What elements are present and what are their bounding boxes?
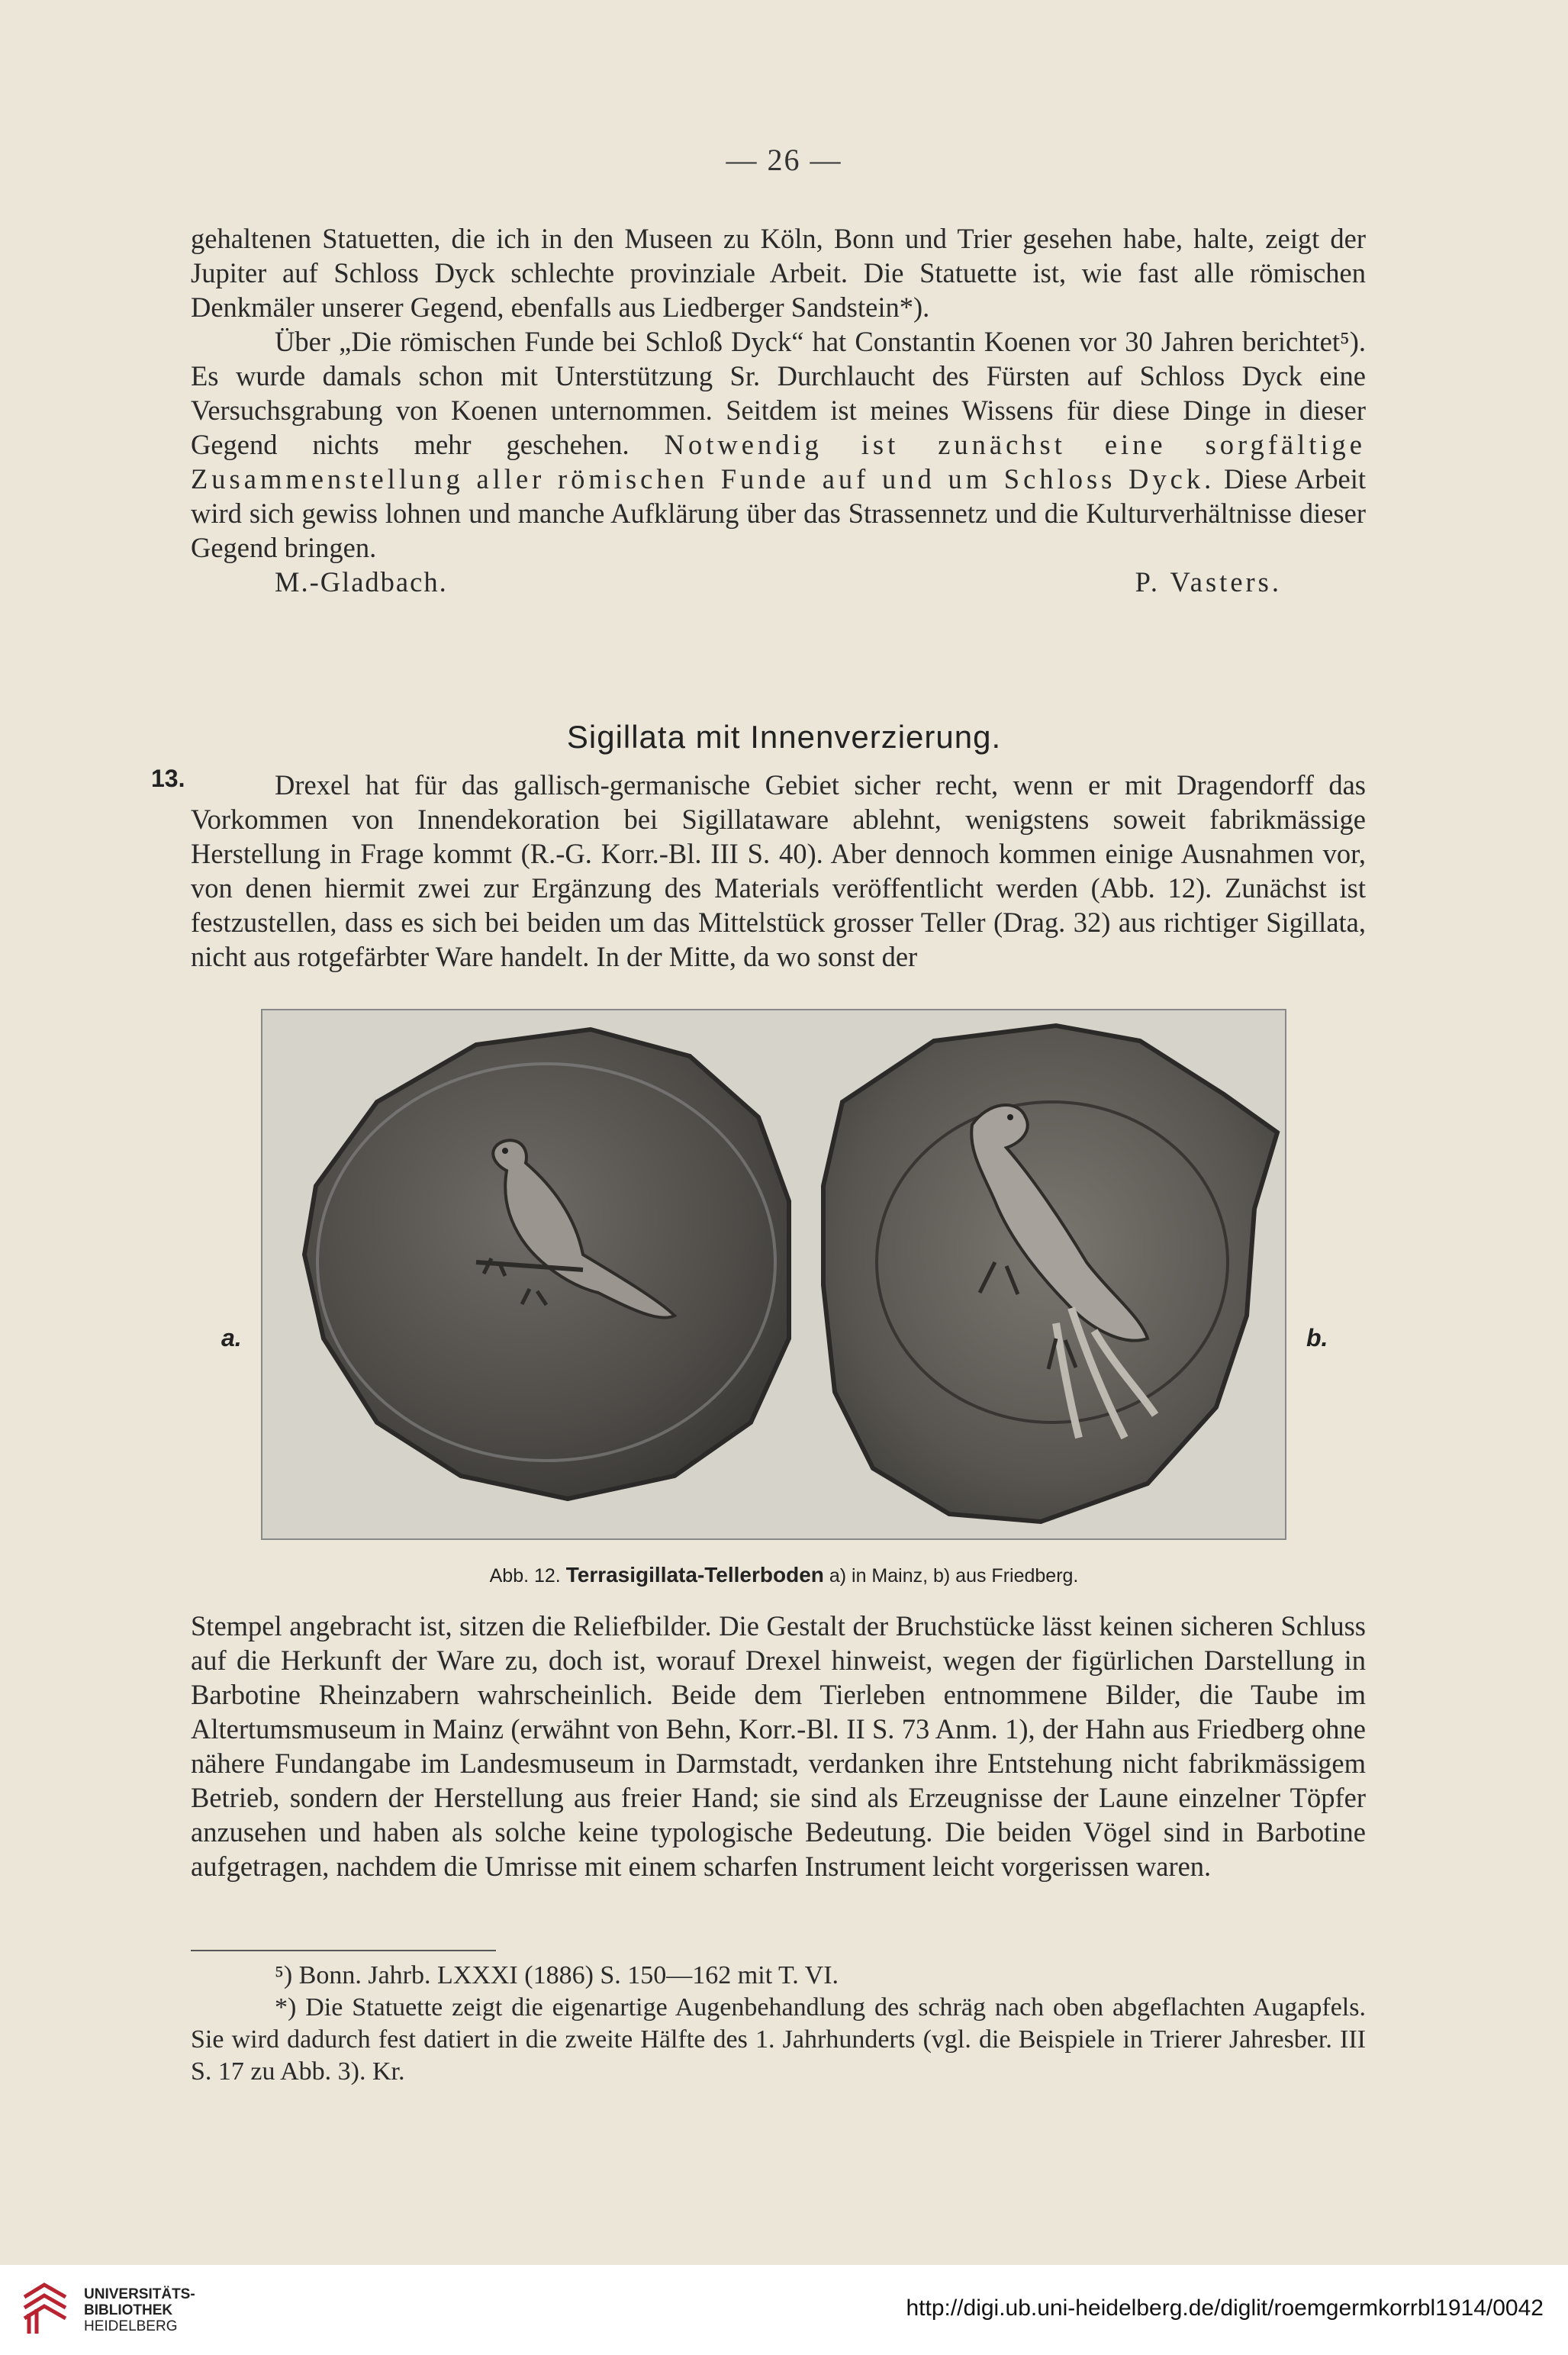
library-logo-icon xyxy=(21,2282,69,2337)
logo-line-2: BIBLIOTHEK xyxy=(84,2302,173,2318)
logo-line-1: UNIVERSITÄTS- xyxy=(84,2286,195,2302)
paragraph-koenen-end: Diese Arbeit wird sich gewiss lohnen und manche Aufklärung über das Strassennetz und die Kulturverhältnisse dieser Gegend bringen. xyxy=(191,463,1366,563)
section-number: 13. xyxy=(151,765,185,792)
logo-line-3: HEIDELBERG xyxy=(84,2318,178,2334)
figure-caption xyxy=(0,1563,1568,1587)
figure-label-b: b. xyxy=(1306,1324,1328,1351)
permalink-url[interactable]: http://digi.ub.uni-heidelberg.de/diglit/roemgermkorrbl1914/0042 xyxy=(906,2295,1544,2321)
page-number: — 26 — xyxy=(726,143,842,177)
emphasis-spaced: Notwendig ist zunächst eine sorgfältige Zusammenstellung aller römischen Funde auf und um Schloss Dyck. xyxy=(191,429,1367,495)
paragraph-koenen xyxy=(191,324,1366,565)
text-column-top xyxy=(191,221,1366,599)
viewer-footer xyxy=(0,2265,1568,2355)
text-column-section xyxy=(191,768,1366,974)
section-paragraph-2: Stempel angebracht ist, sitzen die Reliefbilder. Die Gestalt der Bruchstücke lässt keinen sicheren Schluss auf die Herkunft der Ware zu, doch ist, worauf Drexel hinweist, wegen der figürlichen Darstellung in Barbotine Rheinzabern wahrscheinlich. Beide dem Tierleben entnommene Bilder, die Taube im Altertumsmuseum in Mainz (erwähnt von Behn, Korr.-Bl. II S. 73 Anm. 1), der Hahn aus Friedberg ohne nähere Fundangabe im Landesmuseum in Darmstadt, verdanken ihre Entstehung nicht fabrikmässigem Betrieb, sondern der Herstellung aus freier Hand; sie sind als Erzeugnisse der Laune einzelner Töpfer anzusehen und haben als solche keine typologische Bedeutung. Die beiden Vögel sind in Barbotine aufgetragen, nachdem die Umrisse mit einem scharfen Instrument leicht vorgerissen waren. xyxy=(191,1610,1366,1882)
figure-photo xyxy=(261,1009,1286,1540)
caption-prefix: Abb. 12. xyxy=(489,1565,561,1587)
signature-author: P. Vasters. xyxy=(1135,566,1282,598)
paragraph-continuation: gehaltenen Statuetten, die ich in den Museen zu Köln, Bonn und Trier gesehen habe, halte, zeigt der Jupiter auf Schloss Dyck schlechte provinziale Arbeit. Die Statuette ist, wie fast alle römischen Denkmäler unserer Gegend, ebenfalls aus Liedberger Sandstein*). xyxy=(191,223,1366,323)
footnote-star: *) Die Statuette zeigt die eigenartige Augenbehandlung des schräg nach oben abgeflachten Augapfels. Sie wird dadurch fest datiert in die zweite Hälfte des 1. Jahrhunderts (vgl. die Beispiele in Trierer Jahresber. III S. 17 zu Abb. 3). Kr. xyxy=(191,1993,1366,2086)
figure-label-a: a. xyxy=(221,1324,242,1351)
footnote-rule xyxy=(191,1950,496,1951)
figure-illustration xyxy=(262,1010,1285,1538)
footnote-5: ⁵) Bonn. Jahrb. LXXXI (1886) S. 150—162 mit T. VI. xyxy=(275,1961,839,1989)
caption-title: Terrasigillata-Tellerboden xyxy=(565,1563,824,1587)
section-paragraph-1: Drexel hat für das gallisch-germanische Gebiet sicher recht, wenn er mit Dragendorff das Vorkommen von Innendekoration bei Sigillataware ablehnt, wenigstens soweit fabrikmässige Herstellung in Frage kommt (R.-G. Korr.-Bl. III S. 40). Aber dennoch kommen einige Ausnahmen vor, von denen hiermit zwei zur Ergänzung des Materials veröffentlicht werden (Abb. 12). Zunächst ist festzustellen, dass es sich bei beiden um das Mittelstück grosser Teller (Drag. 32) aus richtiger Sigillata, nicht aus rotgefärbter Ware handelt. In der Mitte, da wo sonst der xyxy=(191,769,1366,972)
signature-row xyxy=(191,565,1366,599)
library-logo-text xyxy=(84,2286,195,2334)
section-heading: Sigillata mit Innenverzierung. xyxy=(566,719,1002,755)
paragraph-koenen-text: Über „Die römischen Funde bei Schloß Dyck“ hat Constantin Koenen vor 30 Jahren berichtet⁵). Es wurde damals schon mit Unterstützung Sr. Durchlaucht des Fürsten auf Schloss Dyck eine Versuchsgrabung von Koenen unternommen. Seitdem ist meines Wissens für diese Dinge in dieser Gegend nichts mehr geschehen. xyxy=(191,326,1366,460)
text-column-bottom xyxy=(191,1609,1366,1883)
signature-place: M.-Gladbach. xyxy=(275,566,448,598)
caption-rest: a) in Mainz, b) aus Friedberg. xyxy=(829,1565,1079,1587)
footnotes xyxy=(191,1960,1366,2088)
